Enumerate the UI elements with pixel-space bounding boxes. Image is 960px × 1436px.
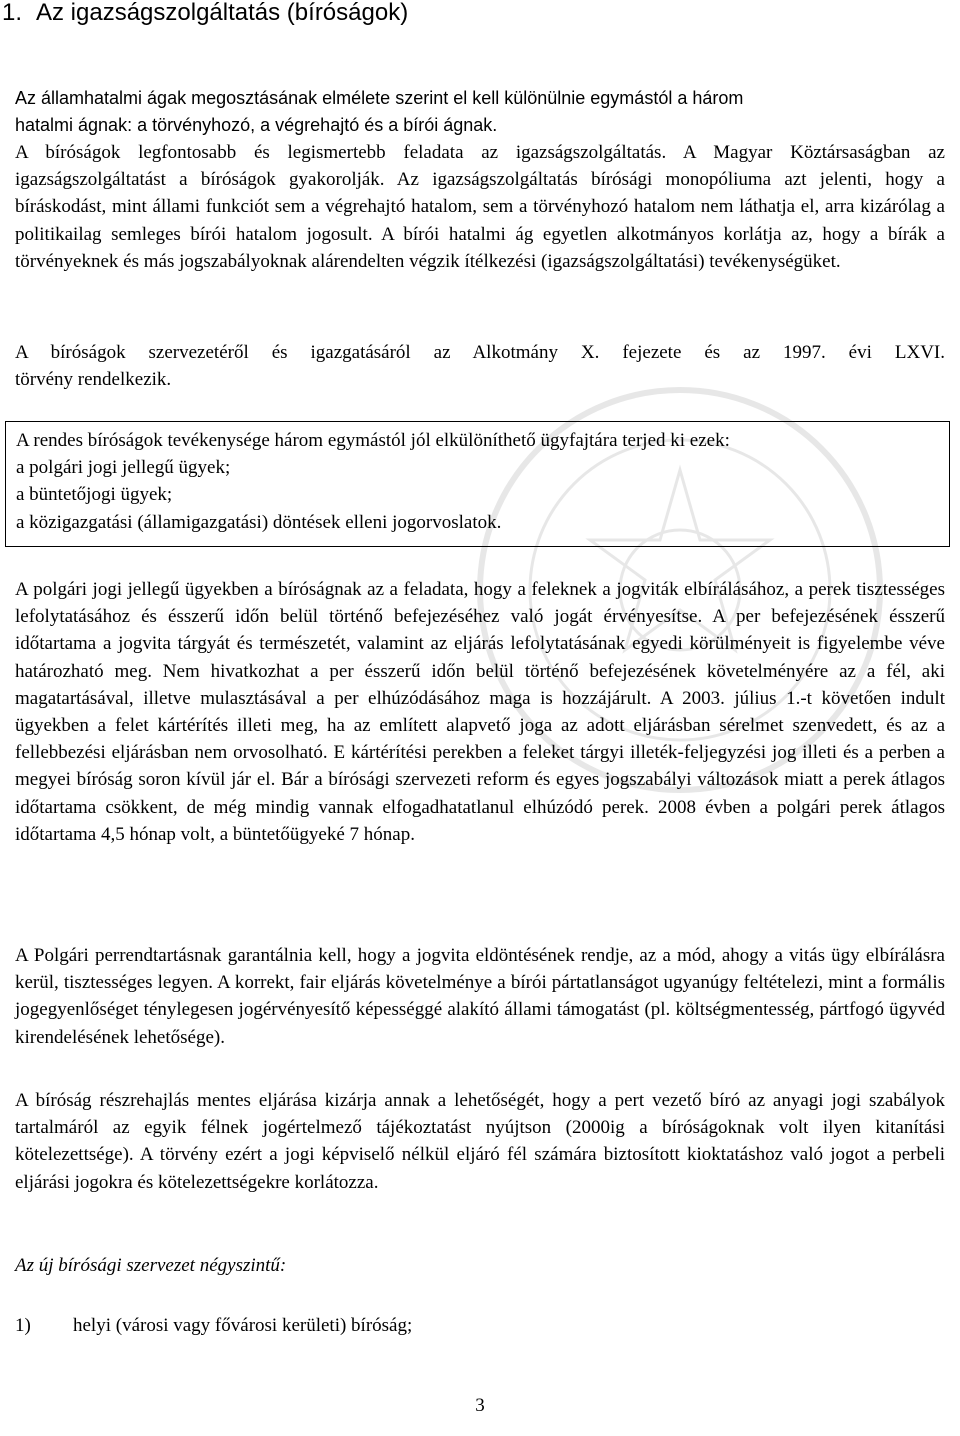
case-types-list — [16, 427, 941, 536]
law-line: törvény rendelkezik. — [15, 369, 172, 391]
heading-title: Az igazságszolgáltatás (bíróságok) — [36, 0, 409, 26]
body-paragraph: A polgári jogi jellegű ügyekben a bíróságnak az a feladata, hogy a feleknek a jogviták elbírálásához, a perek tisztességes lefolytatásához és ésszerű időn belül történő befejezéséhez való jogát érvényesítse. A per befejezésének ésszerű időtartama a jogvita tárgyát és természetét, valamint az eljárás lefolytatásának egyedi körülményeit is figyelembe véve határozható meg. Nem hivatkozhat a per ésszerű időn belül történő befejezésének követelményére az a fél, aki magatartásával, illetve mulasztásával a per elhúzódásához maga is hozzájárult. A 2003. július 1.-t követően indult ügyekben a felet kártérítés illeti meg, ha az említett alapvető joga az adott eljárásban sérelmet szenvedett, és az a fellebbezési eljárásban nem orvosolható. E kártérítési perekben a feleket tárgyi illeték-feljegyzési jog illeti és a perben a megyei bíróság soron kívül jár el. Bár a bírósági szervezeti reform és egyes jogszabályi változások miatt a perek átlagos időtartama csökkent, de még mindig vannak elfogadhatatlanul elhúzódó perek. 2008 évben a polgári perek átlagos időtartama 4,5 hónap volt, a büntetőügyeké 7 hónap. — [15, 579, 945, 845]
intro-sans-block — [15, 85, 945, 139]
law-line: A bíróságok szervezetéről és igazgatásáról az Alkotmány X. fejezete és az 1997. évi LXVI. — [15, 342, 945, 363]
section-subtitle: Az új bírósági szervezet négyszintű: — [15, 1255, 287, 1276]
intro-line: Az államhatalmi ágak megosztásának elmélete szerint el kell különülnie egymástól a három — [15, 88, 744, 108]
list-text: helyi (városi vagy fővárosi kerületi) bíróság; — [73, 1315, 413, 1336]
box-line: A rendes bíróságok tevékenysége három egymástól jól elkülöníthető ügyfajtára terjed ki ezek: — [16, 430, 730, 451]
page-number: 3 — [475, 1395, 485, 1416]
box-line: a polgári jogi jellegű ügyek; — [16, 457, 231, 479]
list-item — [15, 1312, 412, 1339]
heading-number: 1. — [2, 0, 23, 26]
body-paragraph: A Polgári perrendtartásnak garantálnia kell, hogy a jogvita eldöntésének rendje, az a mód, ahogy a vitás ügy elbírálásra kerül, tisztességes legyen. A korrekt, fair eljárás követelménye a bírói pártatlanságot ugyanúgy feltételezi, mint a formális jogegyenlőséget ténylegesen jogérvényesítő képességgé alakító állami támogatást (pl. költségmentesség, pártfogó ügyvéd kirendelésének lehetősége). — [15, 945, 945, 1048]
law-reference — [15, 339, 945, 393]
body-paragraph: A bíróság részrehajlás mentes eljárása kizárja annak a lehetőségét, hogy a pert vezető bíró az anyagi jogi szabályok tartalmáról az egyik félnek jogértelmező tájékoztatást nyújtson (2000ig a bíróságoknak volt ilyen kitanítási kötelezettsége). A törvény ezért a jogi képviselő nélkül eljáró fél számára biztosított kioktatáshoz való jogot a perbeli eljárási jogokra és kötelezettségekre korlátozza. — [15, 1090, 945, 1193]
intro-paragraph: A bíróságok legfontosabb és legismertebb feladata az igazságszolgáltatás. A Magyar Köztársaságban az igazságszolgáltatást a bíróságok gyakorolják. Az igazságszolgáltatás bírósági monopóliuma azt jelenti, hogy a bíráskodást, mint állami funkciót sem a végrehajtó hatalom, sem a törvényhozó hatalom nem láthatja el, arra kizárólag a politikailag semleges bírói hatalom jogosult. A bírói hatalmi ág egyetlen alkotmányos korlátja az, hogy a bírák a törvényeknek és más jogszabályoknak alárendelten végzik ítélkezési (igazságszolgáltatási) tevékenységüket. — [15, 142, 945, 272]
box-line: a közigazgatási (államigazgatási) döntések elleni jogorvoslatok. — [16, 511, 502, 533]
intro-line: hatalmi ágnak: a törvényhozó, a végrehajtó és a bírói ágnak. — [15, 115, 498, 136]
case-types-box — [5, 421, 950, 547]
box-line: a büntetőjogi ügyek; — [16, 484, 173, 506]
section-heading — [2, 0, 408, 28]
list-marker: 1) — [15, 1315, 31, 1336]
